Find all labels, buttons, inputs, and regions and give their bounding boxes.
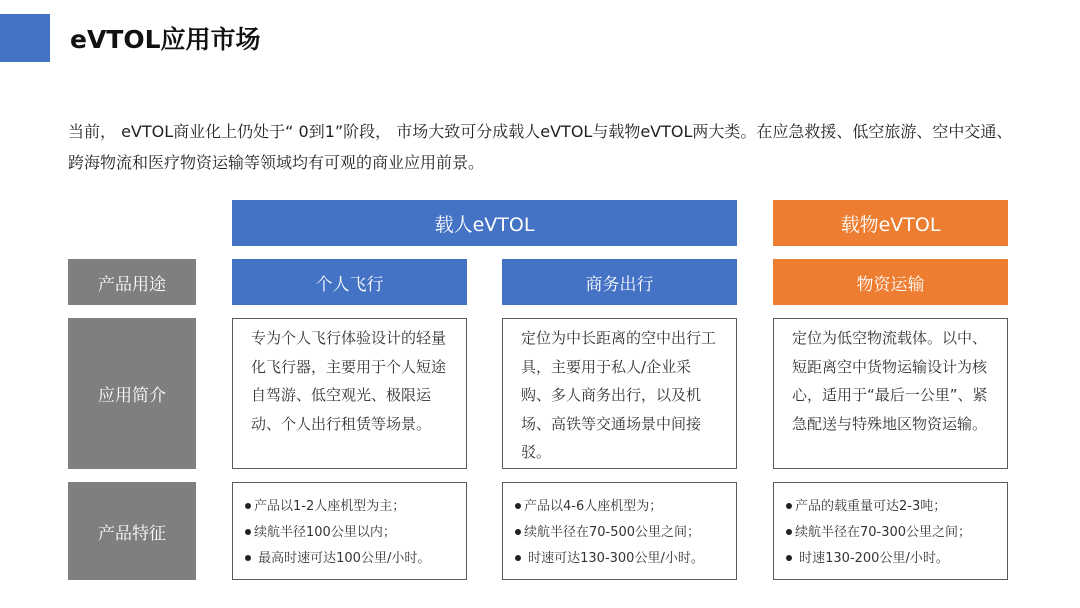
feature-item: 续航半径在70-500公里之间； (515, 520, 724, 546)
page-title: eVTOL应用市场 (70, 25, 261, 54)
intro-cell-business: 定位为中长距离的空中出行工具，主要用于私人/企业采购、多人商务出行，以及机场、高铁等交通场景中间接驳。 (502, 318, 737, 469)
feature-item: 续航半径100公里以内； (245, 520, 454, 546)
intro-paragraph: 当前， eVTOL商业化上仍处于“ 0到1”阶段， 市场大致可分成载人eVTOL与载物eVTOL两大类。在应急救援、低空旅游、空中交通、跨海物流和医疗物资运输等领域均有可观的商业应用前景。 (68, 122, 1013, 172)
feature-item: 产品以1-2人座机型为主； (245, 494, 454, 520)
features-cell-cargo (773, 482, 1008, 580)
feature-item: 时速可达130-300公里/小时。 (515, 546, 724, 572)
feature-item: 产品的载重量可达2-3吨； (786, 494, 995, 520)
intro-cell-cargo: 定位为低空物流载体。以中、短距离空中货物运输设计为核心，适用于“最后一公里”、紧急配送与特殊地区物资运输。 (773, 318, 1008, 469)
row-label-intro: 应用简介 (68, 318, 196, 469)
bullet-icon (515, 529, 521, 535)
bullet-icon (786, 555, 792, 561)
feature-item: 最高时速可达100公里/小时。 (245, 546, 454, 572)
features-cell-personal (232, 482, 467, 580)
feature-item: 时速130-200公里/小时。 (786, 546, 995, 572)
row-label-features: 产品特征 (68, 482, 196, 580)
group-header-manned: 载人eVTOL (232, 200, 737, 246)
bullet-icon (786, 529, 792, 535)
bullet-icon (245, 555, 251, 561)
column-header-business: 商务出行 (502, 259, 737, 305)
feature-item: 产品以4-6人座机型为； (515, 494, 724, 520)
intro-cell-personal: 专为个人飞行体验设计的轻量化飞行器，主要用于个人短途自驾游、低空观光、极限运动、个人出行租赁等场景。 (232, 318, 467, 469)
title-accent-bar (0, 14, 50, 62)
bullet-icon (515, 503, 521, 509)
bullet-icon (245, 503, 251, 509)
bullet-icon (245, 529, 251, 535)
bullet-icon (515, 555, 521, 561)
column-header-cargo: 物资运输 (773, 259, 1008, 305)
features-cell-business (502, 482, 737, 580)
group-header-cargo: 载物eVTOL (773, 200, 1008, 246)
column-header-personal: 个人飞行 (232, 259, 467, 305)
bullet-icon (786, 503, 792, 509)
row-label-use: 产品用途 (68, 259, 196, 305)
feature-item: 续航半径在70-300公里之间； (786, 520, 995, 546)
